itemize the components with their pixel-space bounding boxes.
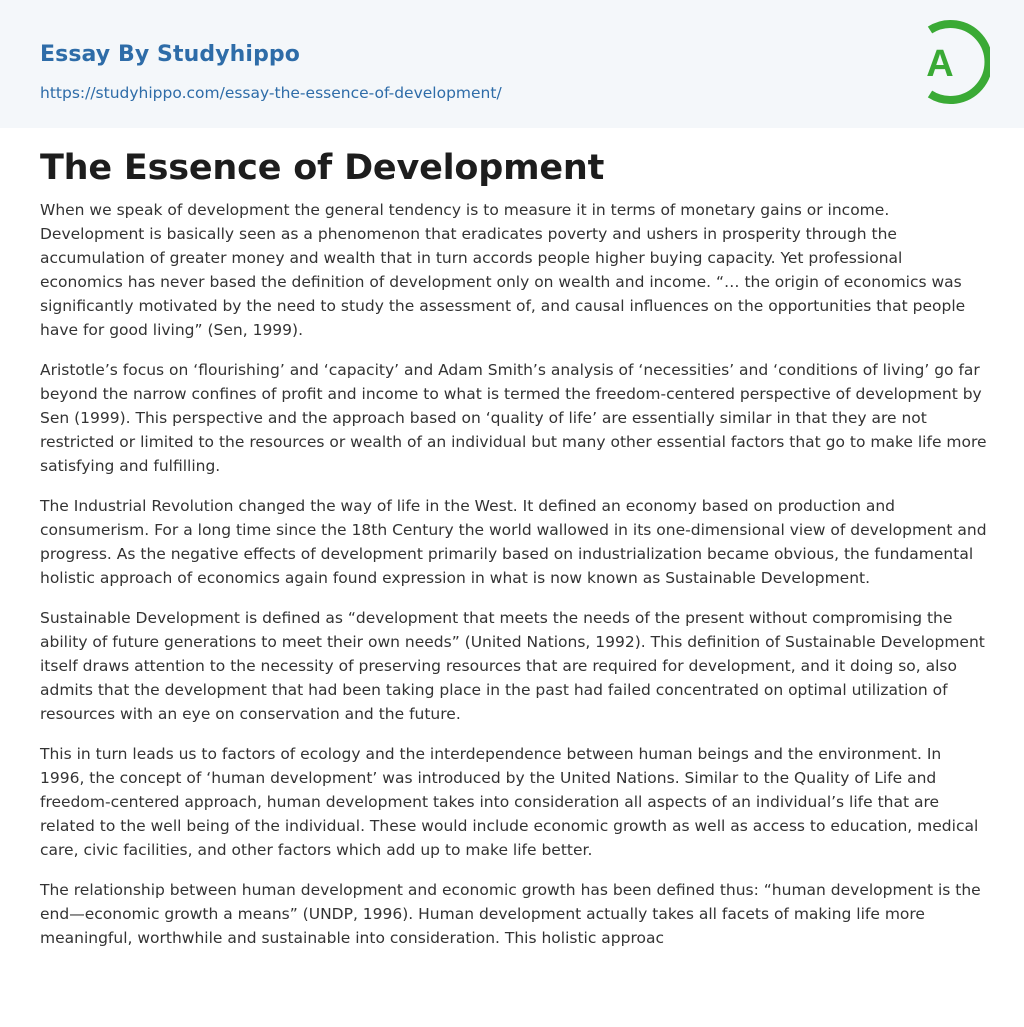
article-paragraph-5: This in turn leads us to factors of ecology and the interdependence between human beings and the environment. In 1996, the concept of ‘human development’ was introduced by the United Nations. Similar to the Quality of Life and freedom-centered approach, human development takes into consideration all aspects of an individual’s life that are related to the well being of the individual. These would include economic growth as well as access to education, medical care, civic facilities, and other factors which add up to make life better.: [40, 745, 979, 859]
studyhippo-logo-icon[interactable]: [908, 16, 990, 108]
site-header: [0, 0, 1024, 128]
article-paragraph-2: Aristotle’s focus on ‘flourishing’ and ‘capacity’ and Adam Smith’s analysis of ‘necessities’ and ‘conditions of living’ go far beyond the narrow confines of profit and income to what is termed the freedom-centered perspective of development by Sen (1999). This perspective and the approach based on ‘quality of life’ are essentially similar in that they are not restricted or limited to the resources or wealth of an individual but many other essential factors that go to make life more satisfying and fulfilling.: [40, 361, 987, 475]
article-title: The Essence of Development: [40, 148, 605, 188]
essay-url-link[interactable]: https://studyhippo.com/essay-the-essence-of-development/: [40, 84, 502, 102]
logo-letter: A: [926, 43, 954, 85]
article-paragraph-4: Sustainable Development is defined as “development that meets the needs of the present without compromising the ability of future generations to meet their own needs” (United Nations, 1992). This definition of Sustainable Development itself draws attention to the necessity of preserving resources that are required for development, and it doing so, also admits that the development that had been taking place in the past had failed concentrated on optimal utilization of resources with an eye on conservation and the future.: [40, 609, 985, 723]
article-paragraph-6: The relationship between human development and economic growth has been defined thus: “human development is the end—economic growth a means” (UNDP, 1996). Human development actually takes all facets of making life more meaningful, worthwhile and sustainable into consideration. This holistic approac: [40, 881, 981, 947]
article-paragraph-1: When we speak of development the general tendency is to measure it in terms of monetary gains or income. Development is basically seen as a phenomenon that eradicates poverty and ushers in prosperity through the accumulation of greater money and wealth that in turn accords people higher buying capacity. Yet professional economics has never based the definition of development only on wealth and income. “… the origin of economics was significantly motivated by the need to study the assessment of, and causal influences on the opportunities that people have for good living” (Sen, 1999).: [40, 201, 966, 339]
article-paragraph-3: The Industrial Revolution changed the way of life in the West. It defined an economy based on production and consumerism. For a long time since the 18th Century the world wallowed in its one-dimensional view of development and progress. As the negative effects of development primarily based on industrialization became obvious, the fundamental holistic approach of economics again found expression in what is now known as Sustainable Development.: [40, 497, 987, 587]
article: [40, 146, 990, 966]
site-brand[interactable]: Essay By Studyhippo: [40, 42, 300, 67]
